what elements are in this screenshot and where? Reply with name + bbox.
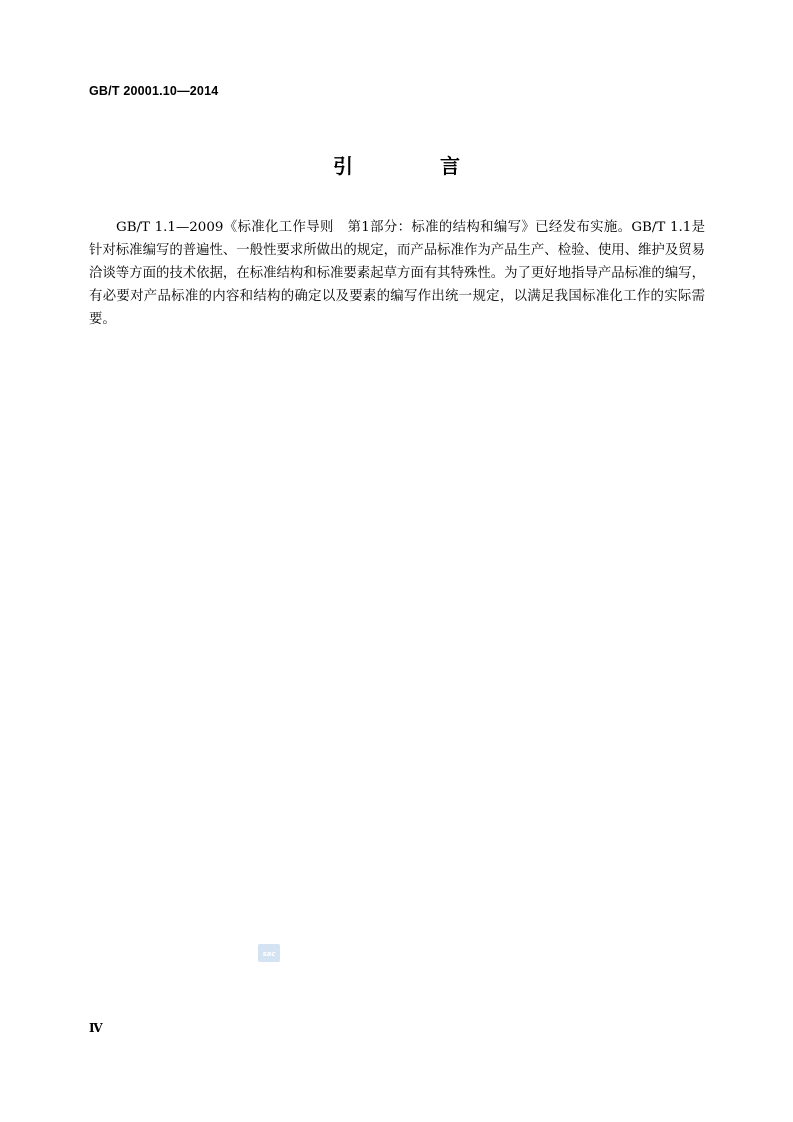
sac-watermark-text: sac [262, 950, 276, 958]
introduction-paragraph: GB/T 1.1—2009《标准化工作导则 第1部分：标准的结构和编写》已经发布实施。GB/T 1.1是针对标准编写的普遍性、一般性要求所做出的规定，而产品标准作为产品生产、检验、使用、维护及贸易洽谈等方面的技术依据，在标准结构和标准要素起草方面有其特殊性。为了更好地指导产品标准的编写，有必要对产品标准的内容和结构的确定以及要素的编写作出统一规定，以满足我国标准化工作的实际需要。 [89, 220, 705, 327]
introduction-body [89, 216, 705, 331]
document-id-header: GB/T 20001.10—2014 [89, 84, 219, 98]
page-number: Ⅳ [89, 1021, 103, 1035]
section-title: 引 言 [333, 154, 500, 178]
sac-watermark-logo [258, 944, 280, 962]
